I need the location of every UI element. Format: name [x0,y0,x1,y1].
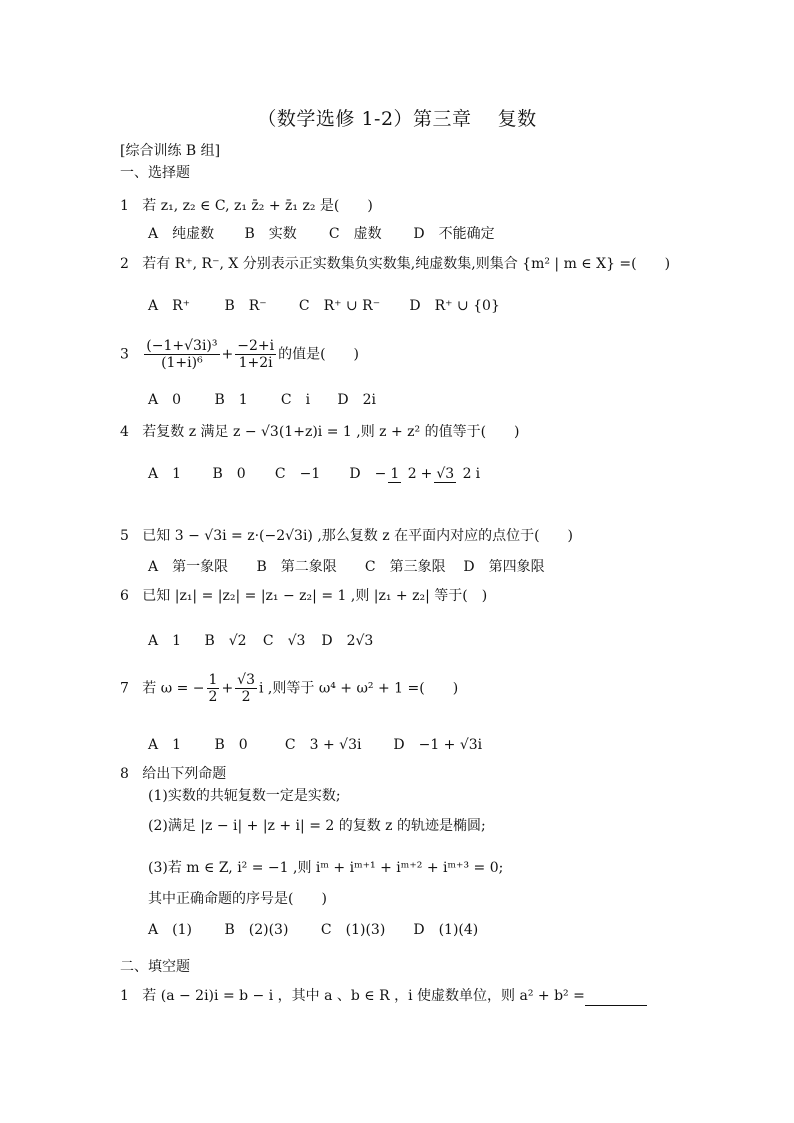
q5-option-b: B 第二象限 [256,559,337,575]
q5-number: 5 [120,528,129,544]
q8-option-d: D (1)(4) [413,922,479,938]
question-1 [120,196,373,216]
page-title: （数学选修 1-2）第三章 复数 [257,108,537,130]
q8-ask: 其中正确命题的序号是( ) [148,891,327,907]
q3-frac2-numerator: −2+i [237,338,275,354]
q6-option-d: D 2√3 [321,633,374,649]
q8-item-2: (2)满足 |z − i| + |z + i| = 2 的复数 z 的轨迹是椭圆; [148,818,486,834]
q7-frac1-denominator: 2 [208,689,218,705]
q4-option-b: B 0 [212,466,246,482]
q1-option-b: B 实数 [244,226,297,242]
q3-number: 3 [120,346,129,363]
q2-number: 2 [120,256,129,272]
q3-frac1-denominator: (1+i)⁶ [161,355,203,371]
q1-stem: 若 z₁, z₂ ∈ C, z₁ z̄₂ + z̄₁ z₂ 是( ) [142,198,373,214]
q7-option-b: B 0 [214,737,248,753]
q4-option-c: C −1 [274,466,321,482]
q8-item-3: (3)若 m ∈ Z, i² = −1 ,则 iᵐ + iᵐ⁺¹ + iᵐ⁺² + iᵐ⁺³ = 0; [148,860,504,876]
q7-plus: + [221,680,234,697]
q1-number: 1 [120,198,129,214]
q3-option-c: C i [280,392,311,408]
q4-d-fraction-2 [434,466,473,483]
q3-frac1-numerator: (−1+√3i)³ [146,338,218,354]
q3-fraction-1 [144,338,219,371]
q4-option-a: A 1 [148,466,182,482]
q7-option-a: A 1 [148,737,182,753]
q2-option-d: D R⁺ ∪ {0} [409,298,500,314]
f1-stem: 若 (a − 2i)i = b − i ，其中 a 、b ∈ R ，i 使虚数单位，则 a² + b² = [142,988,585,1004]
q3-options [148,389,376,409]
q6-option-c: C √3 [262,633,306,649]
q6-options [148,630,373,650]
q6-option-a: A 1 [148,633,182,649]
q4-d-frac1-denominator: 2 [407,465,417,482]
q1-option-a: A 纯虚数 [148,226,215,242]
q7-tail: i ,则等于 ω⁴ + ω² + 1 =( ) [259,680,459,697]
q5-option-a: A 第一象限 [148,559,229,575]
q5-stem: 已知 3 − √3i = z·(−2√3i) ,那么复数 z 在平面内对应的点位于( ) [142,528,573,544]
q4-number: 4 [120,424,129,440]
q8-number: 8 [120,766,129,782]
q3-option-d: D 2i [337,392,376,408]
q7-frac1-numerator: 1 [208,672,218,688]
q3-option-b: B 1 [214,392,248,408]
q1-option-d: D 不能确定 [413,226,495,242]
q5-option-c: C 第三象限 [364,559,446,575]
question-4 [120,422,520,442]
q5-option-d: D 第四象限 [463,559,545,575]
q8-option-a: A (1) [148,922,192,938]
q4-d-tail: i [475,466,481,482]
q2-option-a: A R⁺ [148,298,191,314]
q8-stem: 给出下列命题 [142,766,227,782]
question-6 [120,586,487,606]
q4-d-frac2-denominator: 2 [462,465,472,482]
q1-options [148,223,495,243]
q2-option-b: B R⁻ [224,298,267,314]
q8-option-b: B (2)(3) [224,922,289,938]
q4-stem: 若复数 z 满足 z − √3(1+z)i = 1 ,则 z + z² 的值等于( ) [142,424,520,440]
question-7 [120,672,458,705]
q3-tail: 的值是( ) [278,346,360,363]
q3-fraction-2 [235,338,276,371]
q7-pre: 若 ω = − [142,680,205,697]
q4-d-frac1-numerator: 1 [390,465,400,482]
subtitle: [综合训练 B 组] [120,143,221,159]
question-8 [120,764,226,784]
q2-option-c: C R⁺ ∪ R⁻ [298,298,381,314]
q7-options [148,734,482,754]
q7-option-d: D −1 + √3i [393,737,483,753]
q7-fraction-2 [235,672,257,705]
question-5 [120,526,573,546]
question-3: 3 $\frac{\text{(−1+√3i)³}}{\text{(1+i)⁶}}$ + $\frac{-2+i}{1+2i}$ 的值是( ) [120,338,360,371]
q8-option-c: C (1)(3) [320,922,386,938]
q7-frac2-denominator: 2 [241,689,251,705]
q7-number: 7 [120,680,129,697]
section-fill: 二、填空题 [120,959,190,975]
fill-question-1 [120,986,647,1006]
q3-option-a: A 0 [148,392,182,408]
q6-number: 6 [120,588,129,604]
q2-options [148,295,500,315]
q3-frac2-denominator: 1+2i [238,355,273,371]
q1-option-c: C 虚数 [328,226,382,242]
f1-number: 1 [120,988,129,1004]
q6-option-b: B √2 [204,633,247,649]
question-2 [120,254,670,274]
q8-item-1: (1)实数的共轭复数一定是实数; [148,788,341,804]
q7-fraction-1 [207,672,220,705]
answer-blank[interactable] [585,991,647,1006]
q4-options: A 1 B 0 C −1 D − 1 2 + √3 2 i [148,463,480,483]
q5-options [148,556,545,576]
q4-option-d: D − [349,466,387,482]
q7-option-c: C 3 + √3i [284,737,362,753]
q2-stem: 若有 R⁺, R⁻, X 分别表示正实数集负实数集,纯虚数集,则集合 {m² | m ∈ X} =( ) [142,256,671,272]
q8-options [148,919,478,939]
q4-d-frac2-numerator: √3 [436,465,455,482]
q4-d-fraction-1 [388,466,418,483]
q7-frac2-numerator: √3 [237,672,255,688]
q6-stem: 已知 |z₁| = |z₂| = |z₁ − z₂| = 1 ,则 |z₁ + z₂| 等于( ) [142,588,488,604]
section-choice: 一、选择题 [120,165,190,181]
